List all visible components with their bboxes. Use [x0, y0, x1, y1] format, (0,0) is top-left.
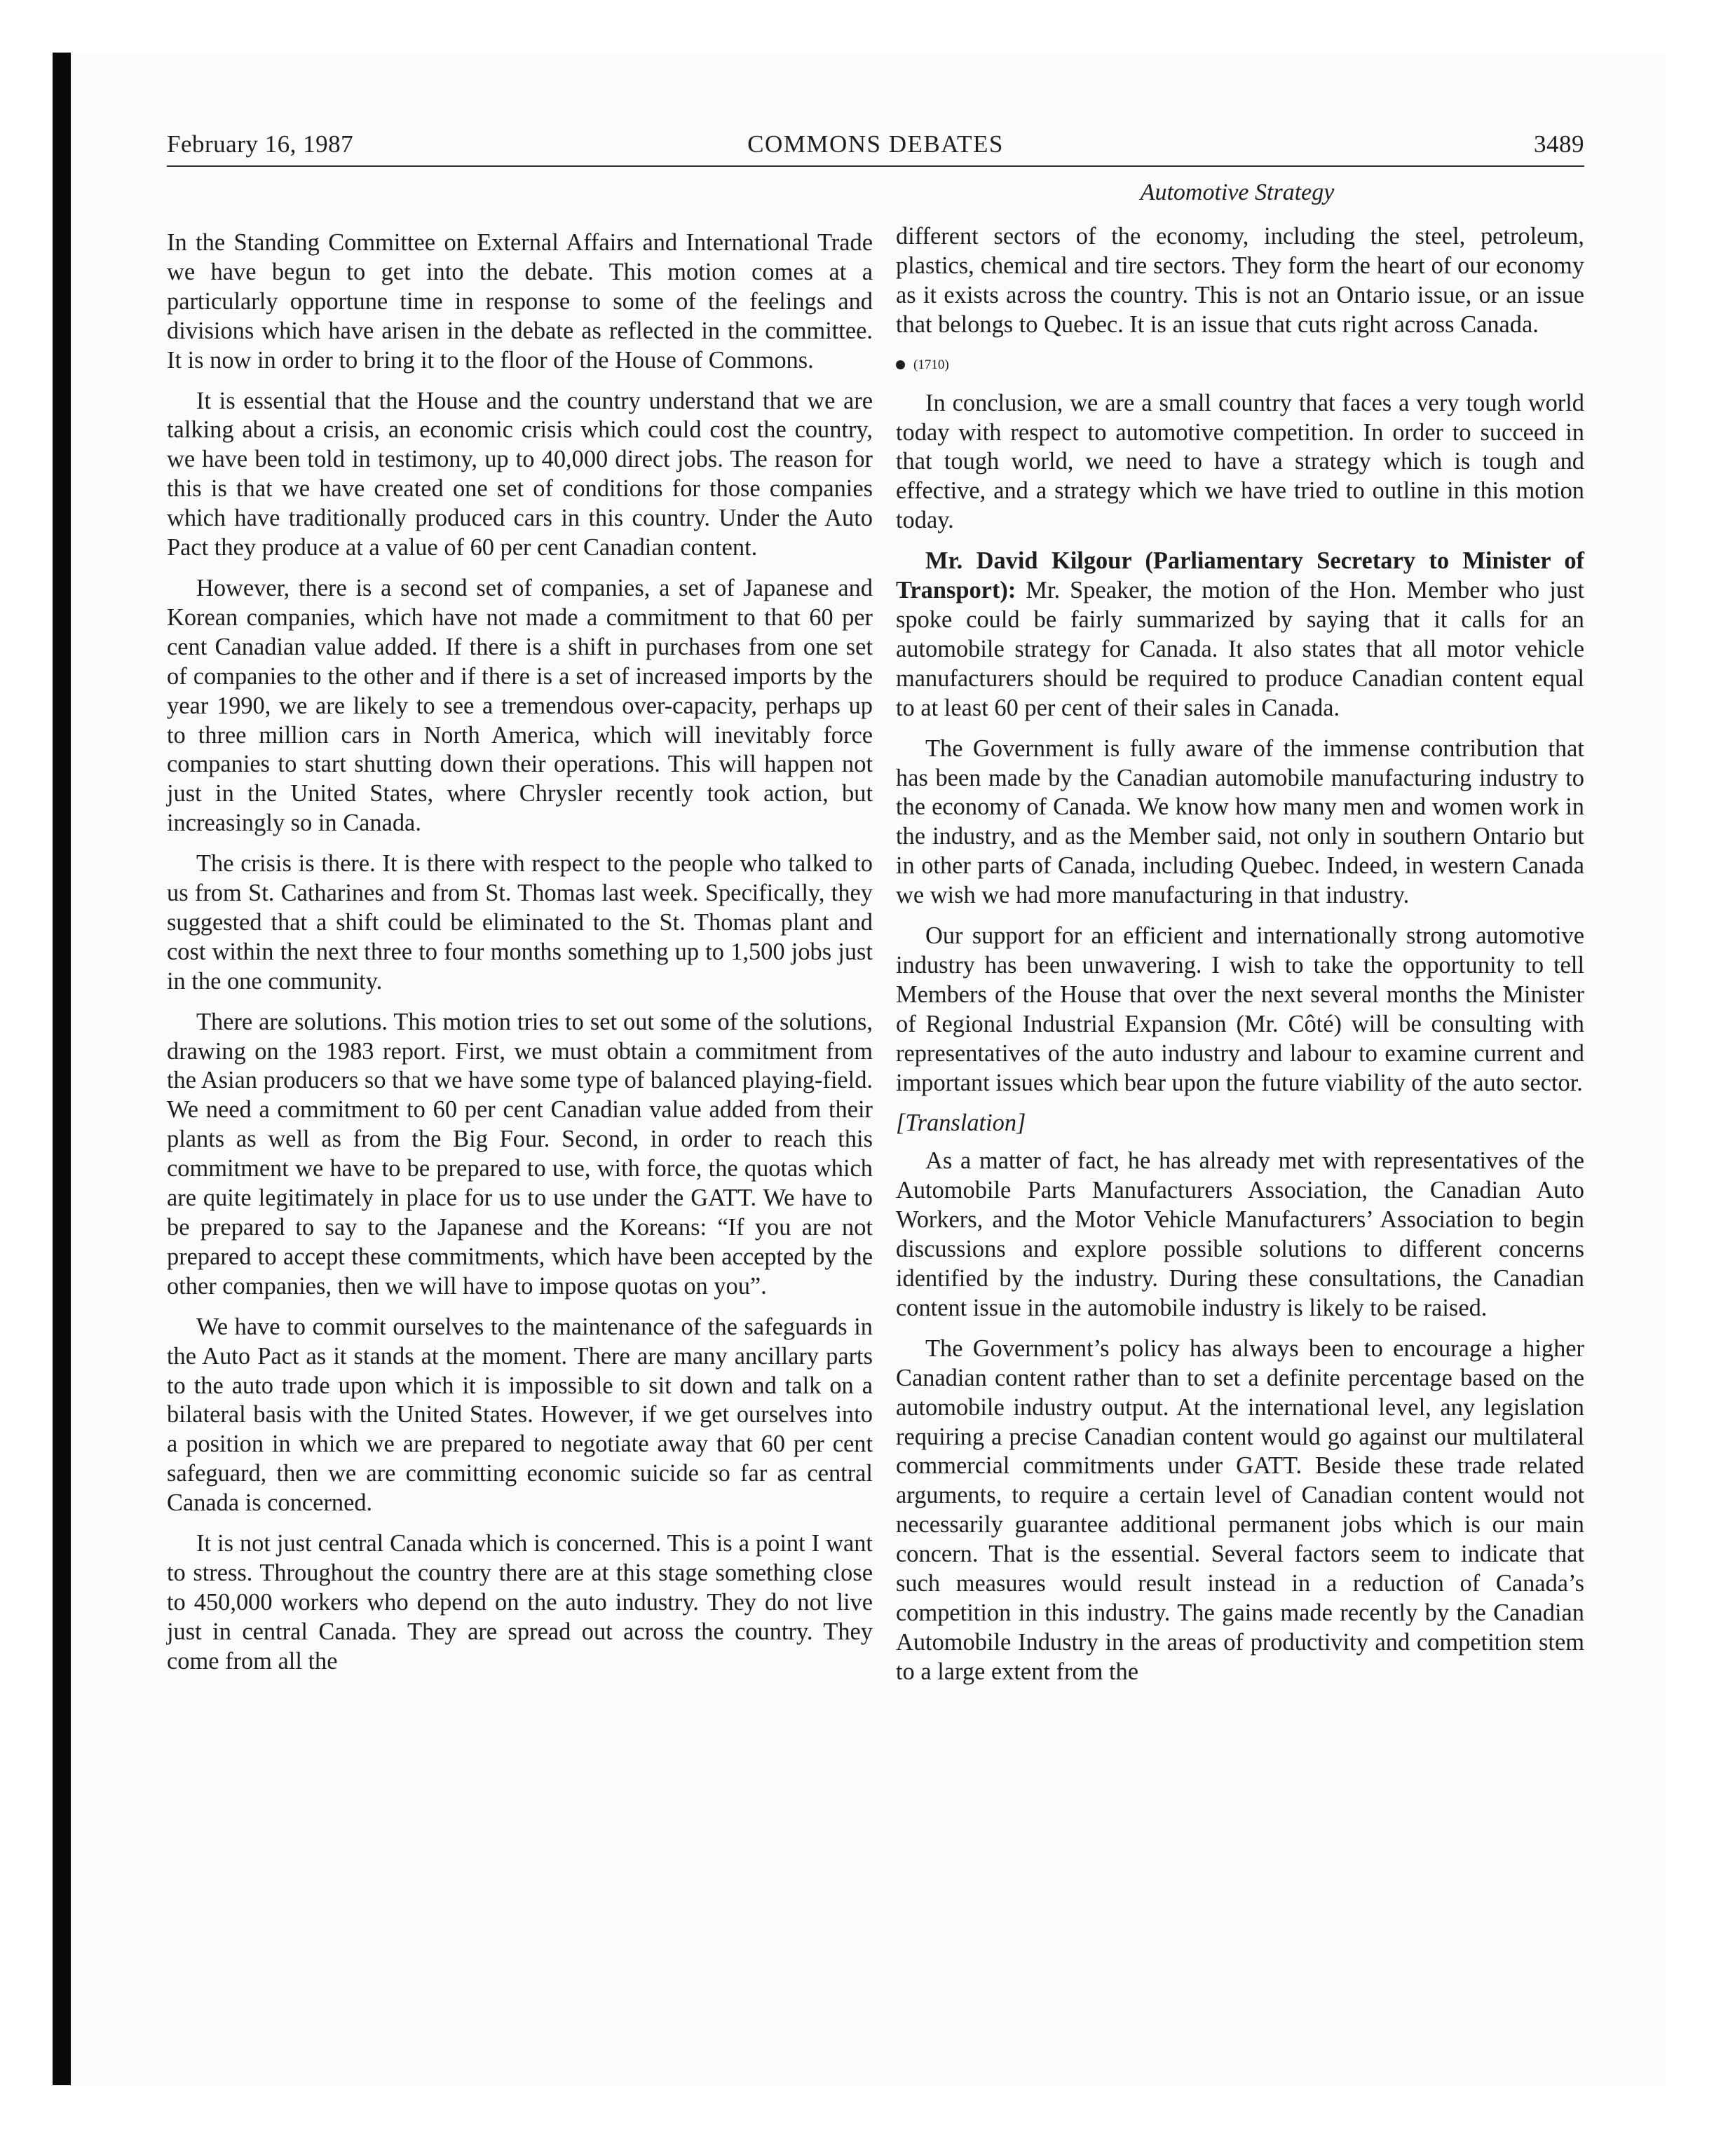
paragraph: There are solutions. This motion tries to set out some of the solutions, drawing on the 1983 report. First, we must obtain a commitment from the Asian producers so that we have some type of balanced playing-field. We need a commitment to 60 per cent Canadian value added from their plants as well as from the Big Four. Second, in order to reach this commitment we have to be prepared to use, with force, the quotas which are quite legitimately in place for us to use under the GATT. We have to be prepared to say to the Japanese and the Koreans: “If you are not prepared to accept these commitments, which have been accepted by the other companies, then we will have to impose quotas on you”.	[167, 1008, 873, 1299]
paragraph: The Government’s policy has always been to encourage a higher Canadian content rather than to set a definite percentage based on the automobile industry output. At the international level, any legislation requiring a precise Canadian content would go against our multilateral commercial commitments under GATT. Beside these trade related arguments, to require a certain level of Canadian content would not necessarily guarantee additional permanent jobs which is our main concern. That is the essential. Several factors seem to indicate that such measures would result instead in a reduction of Canada’s competition in this industry. The gains made recently by the Canadian Automobile Industry in the areas of productivity and competition stem to a large extent from the	[896, 1335, 1584, 1685]
scan-border	[53, 53, 71, 2085]
running-header	[167, 126, 1584, 163]
paragraph: As a matter of fact, he has already met with representatives of the Automobile Parts Manufacturers Association, the Canadian Auto Workers, and the Motor Vehicle Manufacturers’ Association to begin discussions and explore possible solutions to different concerns identified by the industry. During these consultations, the Canadian content issue in the automobile industry is likely to be raised.	[896, 1147, 1584, 1321]
paragraph: The crisis is there. It is there with respect to the people who talked to us from St. Catharines and from St. Thomas last week. Specifically, they suggested that a shift could be eliminated to the St. Thomas plant and cost within the next three to four months something up to 1,500 jobs just in the one community.	[167, 850, 873, 995]
speaker-name: Mr. David Kilgour (Parliamentary Secretary to Minister of Transport):	[896, 547, 1584, 604]
paragraph: It is not just central Canada which is concerned. This is a point I want to stress. Throughout the country there are at this stage something close to 450,000 workers who depend on the auto industry. They do not live just in central Canada. They are spread out across the country. They come from all the	[167, 1530, 873, 1674]
paragraph: In conclusion, we are a small country that faces a very tough world today with respect to automotive competition. In order to succeed in that tough world, we need to have a strategy which is tough and effective, and a strategy which we have tried to outline in this motion today.	[896, 389, 1584, 534]
paragraph: It is essential that the House and the country understand that we are talking about a crisis, an economic crisis which could cost the country, we have been told in testimony, up to 40,000 direct jobs. The reason for this is that we have created one set of conditions for those companies which have traditionally produced cars in this country. Under the Auto Pact they produce at a value of 60 per cent Canadian content.	[167, 387, 873, 561]
left-column	[167, 228, 873, 1688]
header-date: February 16, 1987	[167, 130, 354, 158]
speaker-text: Mr. Speaker, the motion of the Hon. Member who just spoke could be fairly summarized by saying that it calls for an automobile strategy for Canada. It also states that all motor vehicle manufacturers should be required to produce Canadian content equal to at least 60 per cent of their sales in Canada.	[896, 577, 1584, 721]
translation-label: [Translation]	[896, 1110, 1026, 1137]
header-rule	[167, 165, 1584, 167]
bullet-icon	[896, 360, 905, 369]
paragraph: The Government is fully aware of the immense contribution that has been made by the Canadian automobile manufacturing industry to the economy of Canada. We know how many men and women work in the industry, and as the Member said, not only in southern Ontario but in other parts of Canada, including Quebec. Indeed, in western Canada we wish we had more manufacturing in that industry.	[896, 735, 1584, 909]
right-column	[896, 222, 1584, 1698]
section-title: Automotive Strategy	[1140, 179, 1335, 205]
paragraph: We have to commit ourselves to the maintenance of the safeguards in the Auto Pact as it stands at the moment. There are many ancillary parts to the auto trade upon which it is impossible to sit down and talk on a bilateral basis with the United States. However, if we get ourselves into a position in which we are prepared to negotiate away that 60 per cent safeguard, then we are committing economic suicide so far as central Canada is concerned.	[167, 1313, 873, 1517]
header-page-number: 3489	[1534, 130, 1584, 158]
speaker-paragraph	[896, 547, 1584, 723]
paragraph: However, there is a second set of companies, a set of Japanese and Korean companies, which have not made a commitment to that 60 per cent Canadian value added. If there is a shift in purchases from one set of companies to the other and if there is a set of increased imports by the year 1990, we are likely to see a tremendous over-capacity, perhaps up to three million cars in North America, which will inevitably force companies to start shutting down their operations. This will happen not just in the United States, where Chrysler recently took action, but increasingly so in Canada.	[167, 574, 873, 837]
header-publication: COMMONS DEBATES	[747, 130, 1004, 158]
timestamp	[896, 351, 1584, 379]
paragraph: Our support for an efficient and internationally strong automotive industry has been unwavering. I wish to take the opportunity to tell Members of the House that over the next several months the Minister of Regional Industrial Expansion (Mr. Côté) will be consulting with representatives of the auto industry and labour to examine current and important issues which bear upon the future viability of the auto sector.	[896, 922, 1584, 1096]
timestamp-label: (1710)	[913, 357, 949, 372]
paragraph: different sectors of the economy, including the steel, petroleum, plastics, chemical and tire sectors. They form the heart of our economy as it exists across the country. This is not an Ontario issue, or an issue that belongs to Quebec. It is an issue that cuts right across Canada.	[896, 223, 1584, 338]
paragraph: In the Standing Committee on External Affairs and International Trade we have begun to get into the debate. This motion comes at a particularly opportune time in response to some of the feelings and divisions which have arisen in the debate as reflected in the committee. It is now in order to bring it to the floor of the House of Commons.	[167, 229, 873, 374]
